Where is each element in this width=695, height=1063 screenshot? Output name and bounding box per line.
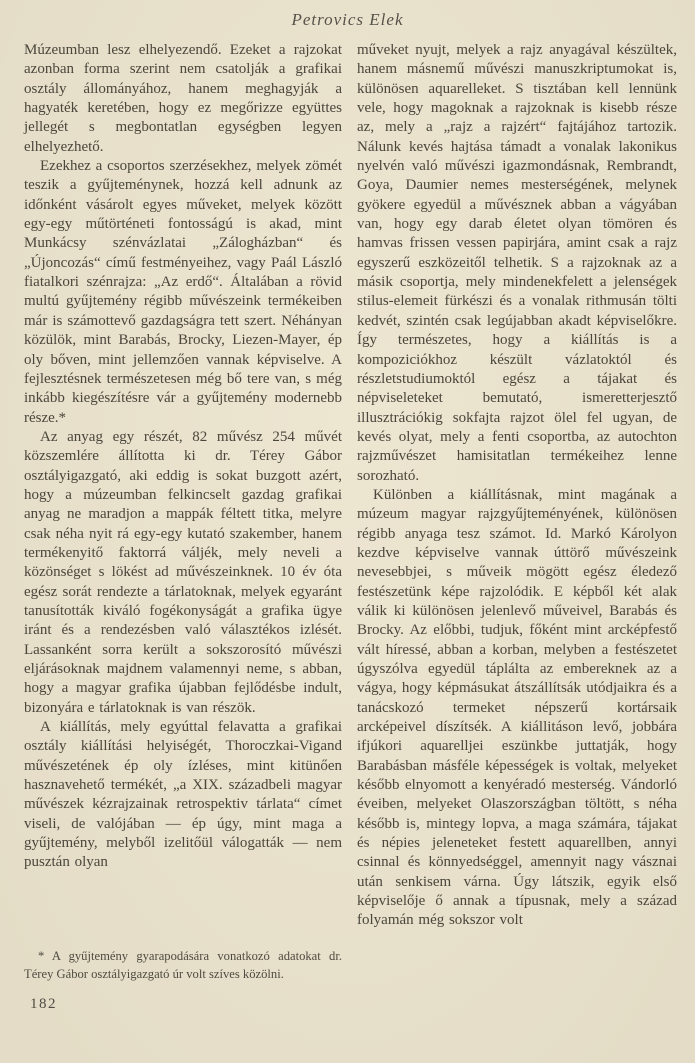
- right-paragraph-1: műveket nyujt, melyek a rajz anyagával készültek, hanem másnemű művészi manuszkriptumokat is, különösen aquarelleket. S tisztában kell lennünk vele, hogy magoknak a rajzoknak is kisebb része az, mely a „rajz a rajzért“ fajtájához tartozik. Nálunk kevés hajtása támadt a vonalak lakonikus nyelvén való művészi igazmondásnak, Rembrandt, Goya, Daumier nemes mesterségének, melynek gyökere egyedül a művésznek abban a vágyában van, hogy egy darab életet olyan tömören és hamvas frissen vessen papirjára, amint csak a rajz egyszerű eszközeitől telhetik. S a rajzoknak az a másik csoportja, mely mindenekfelett a jelenségek stilus-elemeit fürkészi és a vonalak rithmusán tölti kedvét, szintén csak legújabban akadt képviselőkre. Így természetes, hogy a kiállítás is a kompoziciókhoz készült vázlatoktól és részletstudiumoktól egész a tájakat és népviseleteket bemutató, ismeretterjesztő illusztrációkig sokfajta rajzot ölel fel ugyan, de kevés olyat, mely a fenti csoportba, az autochton rajzművészet hamisitatlan termékeihez lenne sorozható.: [357, 42, 677, 484]
- left-paragraph-2: Ezekhez a csoportos szerzésekhez, melyek zömét teszik a gyűjteménynek, hozzá kell adnunk az időnként vásárolt egyes műveket, melyek között egy-egy műtörténeti fontosságú is akad, mint Munkácsy szénvázlatai „Zálogházban“ és „Újoncozás“ című festményeihez, vagy Paál László fiatalkori szénrajza: „Az erdő“. Általában a rövid multú gyűjtemény régibb művészeink termékeiben már is számottevő gazdagságra tett szert. Néhányan közülök, mint Barabás, Brocky, Liezen-Mayer, ép oly bőven, mint jellemzően vannak képviselve. A fejlesztésnek természetesen még bő tere van, s még inkább kiegészítésre vár a gyűjtemény modernebb része.*: [24, 158, 342, 426]
- left-text-column: [24, 41, 342, 873]
- footnote: * A gyűjtemény gyarapodására vonatkozó adatokat dr. Térey Gábor osztályigazgató úr volt szíves közölni.: [24, 949, 342, 981]
- page-number: 182: [30, 996, 57, 1012]
- left-paragraph-3: Az anyag egy részét, 82 művész 254 művét közszemlére állította ki dr. Térey Gábor osztályigazgató, aki eddig is sokat buzgott azért, hogy a múzeumban felkincselt gazdag grafikai anyag ne maradjon a mappák féltett titka, melyre csak néha nyit rá egy-egy kutató szakember, hanem termékenyitő faktorrá váljék, mely neveli a közönséget s lökést ad művészeinknek. 10 év óta egész sorát rendezte a tárlatoknak, melyek egyaránt tanusították kiváló fogékonyságát a grafika ügye iránt és a rendezésben való választékos izlését. Lassanként sorra került a sokszorosító művészi eljárásoknak majdnem valamennyi neme, s abban, hogy a magyar grafika újabban fejlődésbe indult, bizonyára e tárlatoknak is van részök.: [24, 428, 342, 716]
- right-paragraph-2: Különben a kiállításnak, mint magának a múzeum magyar rajzgyűjteményének, különösen régibb anyaga tesz számot. Id. Markó Károlyon kezdve képviselve vannak úttörő művészeink nevesebbjei, s műveik mögött egész éledező festészetünk képe rajzolódik. E képből két alak válik ki különösen jelenlevő műveivel, Barabás és Brocky. Az előbbi, tudjuk, főként mint arcképfestő vált híressé, abban a korban, melyben a festészetet úgyszólva egyedül táplálta az embereknek az a vágya, hogy képmásukat átszállítsák utódjaikra és a tanácskozó termeket népszerű kortársaik arcképeivel díszítsék. A kiállitáson levő, jobbára ifjúkori aquarelljei eszünkbe juttatják, hogy Barabásban másféle képességek is voltak, melyeket később elnyomott a kenyéradó mesterség. Vándorló éveiben, melyeket Olaszországban töltött, s néha később is, mintegy lopva, a maga számára, tájakat és népies jeleneteket festett aquarellben, annyi csinnal és könnyedséggel, amennyit nagy vásznai után senkisem várna. Úgy látszik, egyik első képviselője ő annak a típusnak, mely a század folyamán még sokszor volt: [357, 486, 677, 929]
- running-head-title: Petrovics Elek: [291, 10, 404, 29]
- left-paragraph-4: A kiállítás, mely egyúttal felavatta a grafikai osztály kiállítási helyiségét, Thoroczkai-Vigand művészetének ép oly ízléses, mint kitünően hasznavehető termékét, „a XIX. századbeli magyar művészek kézrajzainak retrospektiv tárlata“ címet viseli, de valójában — ép úgy, mint maga a gyűjtemény, melyből izelitőül válogatták — nem pusztán olyan: [24, 719, 342, 871]
- right-text-column: [357, 41, 677, 931]
- left-paragraph-1: Múzeumban lesz elhelyezendő. Ezeket a rajzokat azonban forma szerint nem csatolják a grafikai osztály állományához, hanem meghagyják a hagyaték keretében, hogy ez megőrizze együttes jellegét s megbontatlan egységben legyen elhelyezhető.: [24, 42, 342, 155]
